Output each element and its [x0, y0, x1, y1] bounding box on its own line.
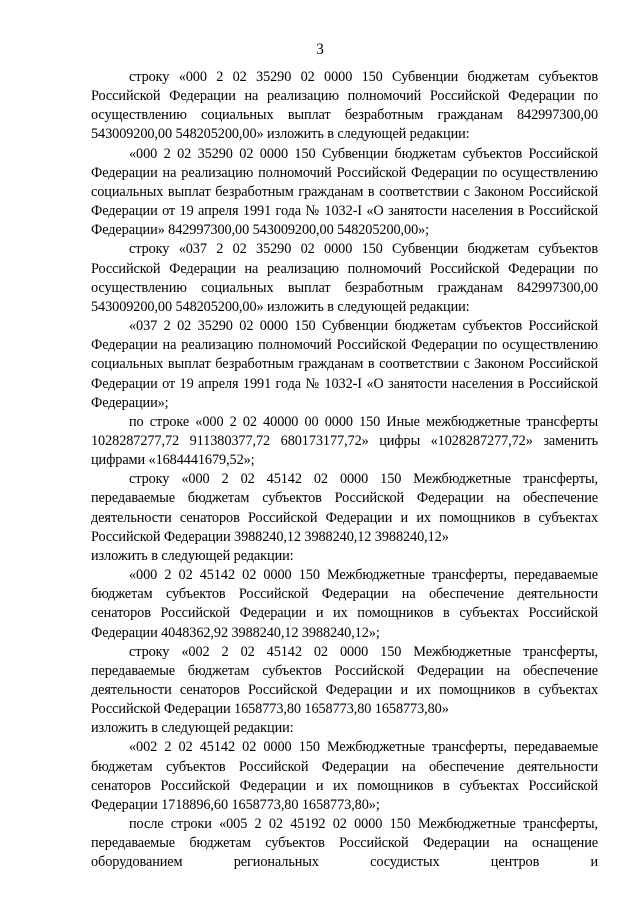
paragraph: «000 2 02 35290 02 0000 150 Субвенции бюджетам субъектов Российской Федерации на реализацию полномочий Российской Федерации по осуществлению социальных выплат безработным гражданам в соответствии с Законом Российской Федерации от 19 апреля 1991 года № 1032-I «О занятости населения в Российской Федерации» 842997300,00 543009200,00 548205200,00»; [91, 145, 598, 239]
paragraph: «037 2 02 35290 02 0000 150 Субвенции бюджетам субъектов Российской Федерации на реализацию полномочий Российской Федерации по осуществлению социальных выплат безработным гражданам в соответствии с Законом Российской Федерации от 19 апреля 1991 года № 1032-I «О занятости населения в Российской Федерации»; [91, 318, 598, 411]
paragraph: «002 2 02 45142 02 0000 150 Межбюджетные трансферты, передаваемые бюджетам субъектов Российской Федерации на обеспечение деятельности сенаторов Российской Федерации и их помощников в субъектах Российской Федерации 1718896,60 1658773,80 1658773,80»; [91, 739, 598, 813]
paragraph: строку «000 2 02 35290 02 0000 150 Субвенции бюджетам субъектов Российской Федерации на реализацию полномочий Российской Федерации по осуществлению социальных выплат безработным гражданам 842997300,00 543009200,00 548205200,00» изложить в следующей редакции: [91, 69, 598, 143]
paragraph: строку «002 2 02 45142 02 0000 150 Межбюджетные трансферты, передаваемые бюджетам субъектов Российской Федерации на обеспечение деятельности сенаторов Российской Федерации и их помощников в субъектах Российской Федерации 1658773,80 1658773,80 1658773,80» [91, 643, 598, 718]
paragraph: строку «037 2 02 35290 02 0000 150 Субвенции бюджетам субъектов Российской Федерации на реализацию полномочий Российской Федерации по осуществлению социальных выплат безработным гражданам 842997300,00 543009200,00 548205200,00» изложить в следующей редакции: [91, 241, 598, 315]
paragraph: после строки «005 2 02 45192 02 0000 150 Межбюджетные трансферты, передаваемые бюджетам субъектов Российской Федерации на оснащение оборудованием региональных сосудистых центров и [91, 816, 598, 871]
paragraph: «000 2 02 45142 02 0000 150 Межбюджетные трансферты, передаваемые бюджетам субъектов Российской Федерации на обеспечение деятельности сенаторов Российской Федерации и их помощников в субъектах Российской Федерации 4048362,92 3988240,12 3988240,12»; [91, 567, 598, 641]
document-body [91, 68, 598, 873]
paragraph: изложить в следующей редакции: [91, 720, 294, 737]
paragraph: строку «000 2 02 45142 02 0000 150 Межбюджетные трансферты, передаваемые бюджетам субъектов Российской Федерации на обеспечение деятельности сенаторов Российской Федерации и их помощников в субъектах Российской Федерации 3988240,12 3988240,12 3988240,12» [91, 471, 598, 545]
paragraph: по строке «000 2 02 40000 00 0000 150 Иные межбюджетные трансферты 1028287277,72 911380377,72 680173177,72» цифры «1028287277,72» заменить цифрами «1684441679,52»; [91, 413, 598, 469]
page-number: 3 [316, 41, 324, 58]
paragraph: изложить в следующей редакции: [91, 547, 294, 564]
